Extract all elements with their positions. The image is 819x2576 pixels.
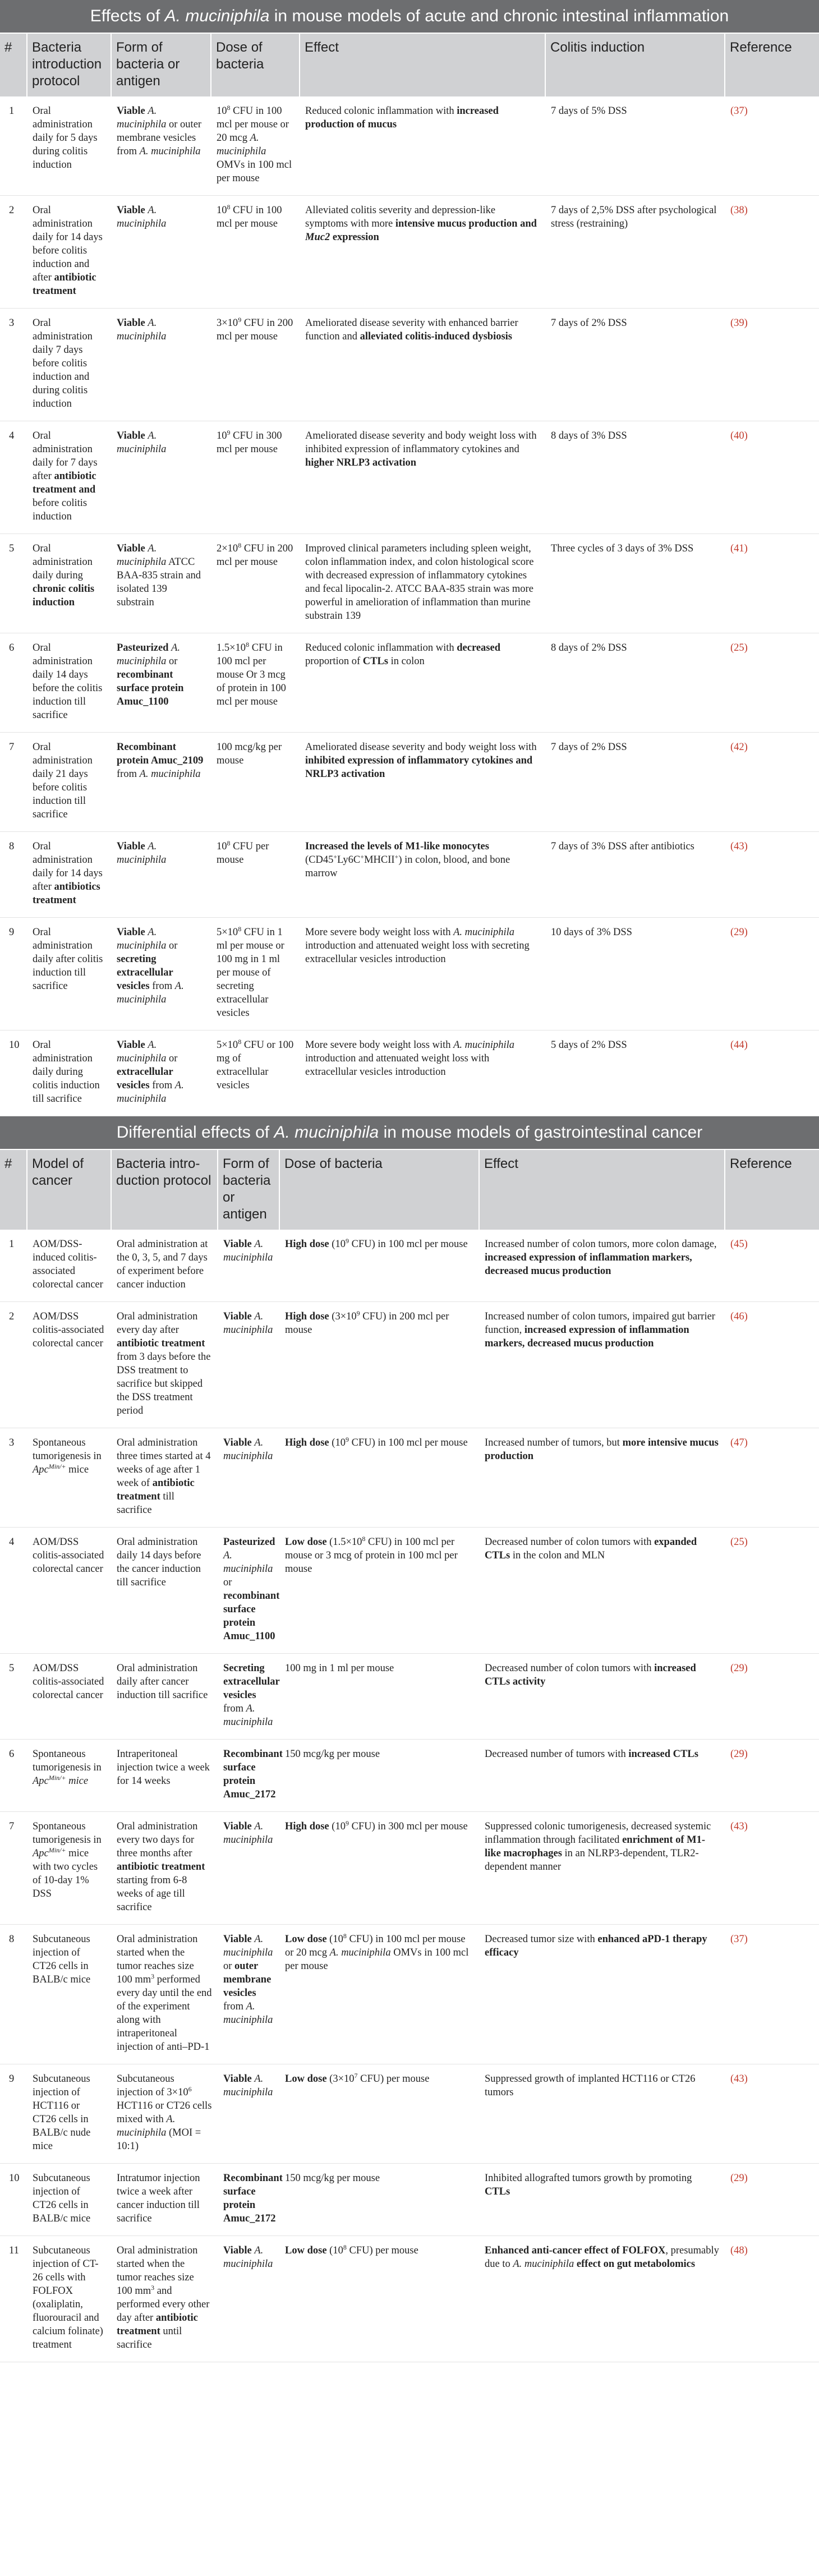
- s2-cell-effect: Increased number of colon tumors, more colon damage, increased expression of inflammation markers, decreased mucus production: [479, 1230, 725, 1302]
- s2-cell-effect: Increased number of colon tumors, impaired gut barrier function, increased expression of inflammation markers, decreased mucus production: [479, 1302, 725, 1428]
- s2-cell-protocol: Intratumor injection twice a week after cancer induction till sacrifice: [111, 2164, 218, 2236]
- s2-header-2: Bacteria intro-duction protocol: [111, 1150, 218, 1230]
- s2-cell-num: 3: [0, 1428, 27, 1528]
- s1-cell-form: Viable A. muciniphila: [111, 309, 211, 421]
- s2-header-4: Dose of bacteria: [279, 1150, 479, 1230]
- s2-cell-form: Viable A. muciniphila: [218, 1812, 279, 1925]
- s2-cell-num: 1: [0, 1230, 27, 1302]
- s1-cell-ref: [725, 633, 819, 733]
- reference-link[interactable]: (43): [730, 841, 748, 852]
- s1-cell-form: Viable A. muciniphila or secreting extracellular vesicles from A. muciniphila: [111, 918, 211, 1031]
- table-row: [0, 2236, 819, 2362]
- s1-cell-colitis: 7 days of 2,5% DSS after psychological stress (restraining): [545, 196, 725, 309]
- s2-header-0: #: [0, 1150, 27, 1230]
- s1-cell-protocol: Oral administration daily for 5 days during colitis induction: [27, 96, 111, 196]
- s1-cell-num: 10: [0, 1031, 27, 1116]
- table-row: [0, 1812, 819, 1925]
- s2-cell-dose: High dose ($10^9$ CFU) in 100 mcl per mouse: [279, 1230, 479, 1302]
- s2-header-6: Reference: [725, 1150, 819, 1230]
- s1-cell-effect: Reduced colonic inflammation with decreased proportion of CTLs in colon: [300, 633, 545, 733]
- s2-cell-model: Spontaneous tumorigenesis in Apc$^{Min/+}$ mice with two cycles of 10-day 1% DSS: [27, 1812, 111, 1925]
- s2-cell-protocol: Oral administration three times started at 4 weeks of age after 1 week of antibiotic treatment till sacrifice: [111, 1428, 218, 1528]
- s1-cell-dose: $10^8$ CFU in 100 mcl per mouse: [211, 196, 300, 309]
- s1-cell-form: Viable A. muciniphila: [111, 421, 211, 534]
- s1-cell-protocol: Oral administration daily for 14 days before colitis induction and after antibiotic treatment: [27, 196, 111, 309]
- s2-cell-protocol: Oral administration every two days for three months after antibiotic treatment starting from 6-8 weeks of age till sacrifice: [111, 1812, 218, 1925]
- s1-cell-num: 1: [0, 96, 27, 196]
- reference-link[interactable]: (29): [730, 1663, 748, 1674]
- s1-cell-form: Viable A. muciniphila: [111, 196, 211, 309]
- table-row: [0, 918, 819, 1031]
- s1-cell-effect: Increased the levels of M1-like monocytes (CD45+Ly6C+MHCII+) in colon, blood, and bone marrow: [300, 832, 545, 918]
- reference-link[interactable]: (40): [730, 430, 748, 441]
- s2-cell-dose: Low dose ($10^8$ CFU) in 100 mcl per mouse or 20 mcg A. muciniphila OMVs in 100 mcl per mouse: [279, 1925, 479, 2064]
- s2-cell-protocol: Oral administration daily 14 days before the cancer induction till sacrifice: [111, 1528, 218, 1654]
- s2-cell-form: Viable A. muciniphila: [218, 1302, 279, 1428]
- section1-title: Effects of A. muciniphila in mouse models of acute and chronic intestinal inflammation: [0, 0, 819, 34]
- s2-cell-ref: [725, 1528, 819, 1654]
- s2-cell-effect: Suppressed colonic tumorigenesis, decreased systemic inflammation through facilitated enrichment of M1-like macrophages in an NLRP3-dependent, TLR2-dependent manner: [479, 1812, 725, 1925]
- s1-header-1: Bacteria introduction protocol: [27, 34, 111, 96]
- s2-cell-form: Recombinant surface protein Amuc_2172: [218, 1740, 279, 1812]
- s1-cell-ref: [725, 733, 819, 832]
- s2-cell-num: 10: [0, 2164, 27, 2236]
- reference-link[interactable]: (37): [730, 1934, 748, 1945]
- table-row: [0, 1428, 819, 1528]
- s1-cell-colitis: 8 days of 3% DSS: [545, 421, 725, 534]
- s1-cell-protocol: Oral administration daily during chronic colitis induction: [27, 534, 111, 633]
- s1-cell-num: 7: [0, 733, 27, 832]
- s2-cell-num: 2: [0, 1302, 27, 1428]
- s2-cell-num: 7: [0, 1812, 27, 1925]
- s2-cell-form: Viable A. muciniphila or outer membrane vesicles from A. muciniphila: [218, 1925, 279, 2064]
- s2-cell-form: Viable A. muciniphila: [218, 2064, 279, 2164]
- table-row: [0, 733, 819, 832]
- s1-cell-colitis: 7 days of 5% DSS: [545, 96, 725, 196]
- reference-link[interactable]: (42): [730, 742, 748, 753]
- s2-cell-effect: Increased number of tumors, but more intensive mucus production: [479, 1428, 725, 1528]
- s2-cell-effect: Enhanced anti-cancer effect of FOLFOX, presumably due to A. muciniphila effect on gut metabolomics: [479, 2236, 725, 2362]
- s2-cell-dose: High dose ($3\times 10^9$ CFU) in 200 mcl per mouse: [279, 1302, 479, 1428]
- s2-cell-ref: [725, 1230, 819, 1302]
- s2-cell-protocol: Oral administration every day after antibiotic treatment from 3 days before the DSS treatment to sacrifice but skipped the DSS treatment period: [111, 1302, 218, 1428]
- s1-cell-effect: Alleviated colitis severity and depression-like symptoms with more intensive mucus production and Muc2 expression: [300, 196, 545, 309]
- s2-cell-ref: [725, 2064, 819, 2164]
- s1-cell-protocol: Oral administration daily 7 days before colitis induction and during colitis induction: [27, 309, 111, 421]
- s1-cell-dose: $5\times 10^8$ CFU or 100 mg of extracellular vesicles: [211, 1031, 300, 1116]
- s2-cell-ref: [725, 1654, 819, 1740]
- s2-cell-effect: Decreased number of colon tumors with increased CTLs activity: [479, 1654, 725, 1740]
- s1-cell-form: Recombinant protein Amuc_2109 from A. muciniphila: [111, 733, 211, 832]
- s1-cell-num: 5: [0, 534, 27, 633]
- s1-cell-effect: Reduced colonic inflammation with increased production of mucus: [300, 96, 545, 196]
- section2-title: Differential effects of A. muciniphila in mouse models of gastrointestinal cancer: [0, 1116, 819, 1150]
- s1-cell-num: 9: [0, 918, 27, 1031]
- s1-cell-dose: $1.5\times 10^8$ CFU in 100 mcl per mouse Or 3 mcg of protein in 100 mcl per mouse: [211, 633, 300, 733]
- s2-cell-num: 8: [0, 1925, 27, 2064]
- s1-cell-protocol: Oral administration daily during colitis induction till sacrifice: [27, 1031, 111, 1116]
- table-row: [0, 2164, 819, 2236]
- reference-link[interactable]: (48): [730, 2245, 748, 2256]
- table-header-row: [0, 1150, 819, 1230]
- s2-cell-form: Recombinant surface protein Amuc_2172: [218, 2164, 279, 2236]
- s2-cell-ref: [725, 1428, 819, 1528]
- table-row: [0, 1925, 819, 2064]
- s1-cell-ref: [725, 1031, 819, 1116]
- s2-cell-model: AOM/DSS colitis-associated colorectal cancer: [27, 1528, 111, 1654]
- s1-cell-protocol: Oral administration daily after colitis induction till sacrifice: [27, 918, 111, 1031]
- s1-header-0: #: [0, 34, 27, 96]
- s1-cell-ref: [725, 534, 819, 633]
- s1-cell-dose: $10^9$ CFU in 300 mcl per mouse: [211, 421, 300, 534]
- reference-link[interactable]: (41): [730, 543, 748, 554]
- reference-link[interactable]: (45): [730, 1239, 748, 1250]
- s2-header-5: Effect: [479, 1150, 725, 1230]
- s1-cell-num: 4: [0, 421, 27, 534]
- table-header-row: [0, 34, 819, 96]
- s2-cell-ref: [725, 2236, 819, 2362]
- s2-cell-form: Secreting extracellular vesicles from A. muciniphila: [218, 1654, 279, 1740]
- s2-cell-dose: Low dose ($10^8$ CFU) per mouse: [279, 2236, 479, 2362]
- s2-cell-dose: 150 mcg/kg per mouse: [279, 2164, 479, 2236]
- table-row: [0, 1230, 819, 1302]
- s2-cell-dose: High dose ($10^9$ CFU) in 300 mcl per mouse: [279, 1812, 479, 1925]
- reference-link[interactable]: (37): [730, 105, 748, 117]
- s2-cell-form: Viable A. muciniphila: [218, 2236, 279, 2362]
- s1-cell-form: Viable A. muciniphila ATCC BAA-835 strain and isolated 139 substrain: [111, 534, 211, 633]
- table-row: [0, 196, 819, 309]
- s2-cell-effect: Inhibited allografted tumors growth by promoting CTLs: [479, 2164, 725, 2236]
- s2-cell-dose: 150 mcg/kg per mouse: [279, 1740, 479, 1812]
- s1-header-4: Effect: [300, 34, 545, 96]
- s2-cell-effect: Suppressed growth of implanted HCT116 or CT26 tumors: [479, 2064, 725, 2164]
- s1-header-2: Form of bacteria or antigen: [111, 34, 211, 96]
- table-row: [0, 1302, 819, 1428]
- s1-cell-effect: More severe body weight loss with A. muciniphila introduction and attenuated weight loss with secreting extracellular vesicles introduction: [300, 918, 545, 1031]
- table-row: [0, 309, 819, 421]
- s2-cell-num: 4: [0, 1528, 27, 1654]
- s1-cell-ref: [725, 832, 819, 918]
- s2-cell-protocol: Oral administration started when the tumor reaches size 100 $mm^3$ and performed every other day after antibiotic treatment until sacrifice: [111, 2236, 218, 2362]
- s1-cell-dose: $10^8$ CFU in 100 mcl per mouse or 20 mcg A. muciniphila OMVs in 100 mcl per mouse: [211, 96, 300, 196]
- s1-cell-form: Viable A. muciniphila or extracellular vesicles from A. muciniphila: [111, 1031, 211, 1116]
- s1-cell-dose: $10^8$ CFU per mouse: [211, 832, 300, 918]
- s2-cell-model: AOM/DSS-induced colitis-associated colorectal cancer: [27, 1230, 111, 1302]
- s2-cell-dose: 100 mg in 1 ml per mouse: [279, 1654, 479, 1740]
- s1-cell-protocol: Oral administration daily for 14 days after antibiotics treatment: [27, 832, 111, 918]
- s2-cell-num: 6: [0, 1740, 27, 1812]
- s2-cell-model: Spontaneous tumorigenesis in Apc$^{Min/+}$ mice: [27, 1428, 111, 1528]
- s1-cell-ref: [725, 918, 819, 1031]
- reference-link[interactable]: (25): [730, 642, 748, 654]
- s2-header-3: Form of bacteria or antigen: [218, 1150, 279, 1230]
- reference-link[interactable]: (29): [730, 1749, 748, 1760]
- s1-cell-effect: Ameliorated disease severity and body weight loss with inhibited expression of inflammatory cytokines and higher NRLP3 activation: [300, 421, 545, 534]
- s2-cell-num: 11: [0, 2236, 27, 2362]
- reference-link[interactable]: (25): [730, 1537, 748, 1548]
- s2-cell-dose: Low dose ($3\times 10^7$ CFU) per mouse: [279, 2064, 479, 2164]
- s1-header-6: Reference: [725, 34, 819, 96]
- s2-cell-form: Viable A. muciniphila: [218, 1428, 279, 1528]
- s1-cell-colitis: 7 days of 2% DSS: [545, 733, 725, 832]
- s2-cell-form: Viable A. muciniphila: [218, 1230, 279, 1302]
- reference-link[interactable]: (44): [730, 1039, 748, 1051]
- s1-cell-colitis: 10 days of 3% DSS: [545, 918, 725, 1031]
- s2-cell-num: 9: [0, 2064, 27, 2164]
- s1-cell-colitis: 5 days of 2% DSS: [545, 1031, 725, 1116]
- s2-cell-model: Subcutaneous injection of CT26 cells in BALB/c mice: [27, 1925, 111, 2064]
- s2-cell-model: AOM/DSS colitis-associated colorectal cancer: [27, 1654, 111, 1740]
- s1-cell-effect: More severe body weight loss with A. muciniphila introduction and attenuated weight loss with extracellular vesicles introduction: [300, 1031, 545, 1116]
- s1-header-3: Dose of bacteria: [211, 34, 300, 96]
- s1-cell-ref: [725, 196, 819, 309]
- s1-cell-dose: $5\times 10^8$ CFU in 1 ml per mouse or 100 mg in 1 ml per mouse of secreting extracellular vesicles: [211, 918, 300, 1031]
- s2-cell-ref: [725, 1925, 819, 2064]
- reference-link[interactable]: (39): [730, 318, 748, 329]
- s2-header-1: Model of cancer: [27, 1150, 111, 1230]
- s2-cell-dose: Low dose ($1.5\times 10^8$ CFU) in 100 mcl per mouse or 3 mcg of protein in 100 mcl per mouse: [279, 1528, 479, 1654]
- s1-cell-effect: Improved clinical parameters including spleen weight, colon inflammation index, and colon histological score with decreased expression of inflammatory cytokines and fecal lipocalin-2. ATCC BAA-835 strain was more powerful in amelioration of inflammation than murine substrain 139: [300, 534, 545, 633]
- reference-link[interactable]: (43): [730, 2073, 748, 2085]
- reference-link[interactable]: (38): [730, 205, 748, 216]
- s1-cell-form: Pasteurized A. muciniphila or recombinant surface protein Amuc_1100: [111, 633, 211, 733]
- s2-cell-ref: [725, 1302, 819, 1428]
- s1-header-5: Colitis induction: [545, 34, 725, 96]
- s2-cell-model: Spontaneous tumorigenesis in Apc$^{Min/+}$ mice: [27, 1740, 111, 1812]
- s1-cell-num: 6: [0, 633, 27, 733]
- s1-cell-colitis: 8 days of 2% DSS: [545, 633, 725, 733]
- reference-link[interactable]: (43): [730, 1821, 748, 1832]
- s1-cell-form: Viable A. muciniphila: [111, 832, 211, 918]
- reference-link[interactable]: (29): [730, 927, 748, 938]
- reference-link[interactable]: (46): [730, 1311, 748, 1322]
- table-row: [0, 96, 819, 196]
- s1-cell-ref: [725, 309, 819, 421]
- s2-cell-protocol: Subcutaneous injection of $3\times 10^6$ HCT116 or CT26 cells mixed with A. muciniphila (MOI = 10:1): [111, 2064, 218, 2164]
- s1-cell-protocol: Oral administration daily 14 days before the colitis induction till sacrifice: [27, 633, 111, 733]
- table-row: [0, 534, 819, 633]
- s1-cell-effect: Ameliorated disease severity with enhanced barrier function and alleviated colitis-induced dysbiosis: [300, 309, 545, 421]
- s2-cell-model: Subcutaneous injection of CT26 cells in BALB/c mice: [27, 2164, 111, 2236]
- s2-cell-protocol: Oral administration daily after cancer induction till sacrifice: [111, 1654, 218, 1740]
- s1-cell-ref: [725, 96, 819, 196]
- s1-cell-num: 3: [0, 309, 27, 421]
- table-row: [0, 2064, 819, 2164]
- s1-cell-dose: $3\times 10^9$ CFU in 200 mcl per mouse: [211, 309, 300, 421]
- s2-cell-effect: Decreased number of tumors with increased CTLs: [479, 1740, 725, 1812]
- s1-cell-dose: $2\times 10^8$ CFU in 200 mcl per mouse: [211, 534, 300, 633]
- s2-cell-form: Pasteurized A. muciniphila or recombinant surface protein Amuc_1100: [218, 1528, 279, 1654]
- reference-link[interactable]: (29): [730, 2173, 748, 2184]
- table-row: [0, 633, 819, 733]
- s2-cell-ref: [725, 1740, 819, 1812]
- s2-cell-dose: High dose ($10^9$ CFU) in 100 mcl per mouse: [279, 1428, 479, 1528]
- s1-cell-num: 2: [0, 196, 27, 309]
- s2-cell-effect: Decreased tumor size with enhanced aPD-1 therapy efficacy: [479, 1925, 725, 2064]
- s1-cell-colitis: 7 days of 3% DSS after antibiotics: [545, 832, 725, 918]
- s1-cell-colitis: 7 days of 2% DSS: [545, 309, 725, 421]
- table-row: [0, 1654, 819, 1740]
- table-row: [0, 1031, 819, 1116]
- s1-cell-dose: 100 mcg/kg per mouse: [211, 733, 300, 832]
- s1-cell-ref: [725, 421, 819, 534]
- s2-cell-protocol: Oral administration started when the tumor reaches size 100 $mm^3$ performed every day until the end of the experiment along with intraperitoneal injection of anti–PD-1: [111, 1925, 218, 2064]
- s1-cell-colitis: Three cycles of 3 days of 3% DSS: [545, 534, 725, 633]
- cancer-table: [0, 1150, 819, 2362]
- table-row: [0, 421, 819, 534]
- s2-cell-model: AOM/DSS colitis-associated colorectal cancer: [27, 1302, 111, 1428]
- s2-cell-model: Subcutaneous injection of HCT116 or CT26 cells in BALB/c nude mice: [27, 2064, 111, 2164]
- table-row: [0, 1740, 819, 1812]
- s2-cell-ref: [725, 2164, 819, 2236]
- s1-cell-protocol: Oral administration daily for 7 days after antibiotic treatment and before colitis induction: [27, 421, 111, 534]
- s1-cell-form: Viable A. muciniphila or outer membrane vesicles from A. muciniphila: [111, 96, 211, 196]
- s2-cell-effect: Decreased number of colon tumors with expanded CTLs in the colon and MLN: [479, 1528, 725, 1654]
- reference-link[interactable]: (47): [730, 1437, 748, 1448]
- s2-cell-model: Subcutaneous injection of CT-26 cells with FOLFOX (oxaliplatin, fluorouracil and calcium folinate) treatment: [27, 2236, 111, 2362]
- s1-cell-effect: Ameliorated disease severity and body weight loss with inhibited expression of inflammatory cytokines and NRLP3 activation: [300, 733, 545, 832]
- s2-cell-protocol: Intraperitoneal injection twice a week for 14 weeks: [111, 1740, 218, 1812]
- inflammation-table: [0, 34, 819, 1116]
- s2-cell-num: 5: [0, 1654, 27, 1740]
- s2-cell-ref: [725, 1812, 819, 1925]
- s1-cell-protocol: Oral administration daily 21 days before colitis induction till sacrifice: [27, 733, 111, 832]
- s2-cell-protocol: Oral administration at the 0, 3, 5, and 7 days of experiment before cancer induction: [111, 1230, 218, 1302]
- table-row: [0, 1528, 819, 1654]
- s1-cell-num: 8: [0, 832, 27, 918]
- table-row: [0, 832, 819, 918]
